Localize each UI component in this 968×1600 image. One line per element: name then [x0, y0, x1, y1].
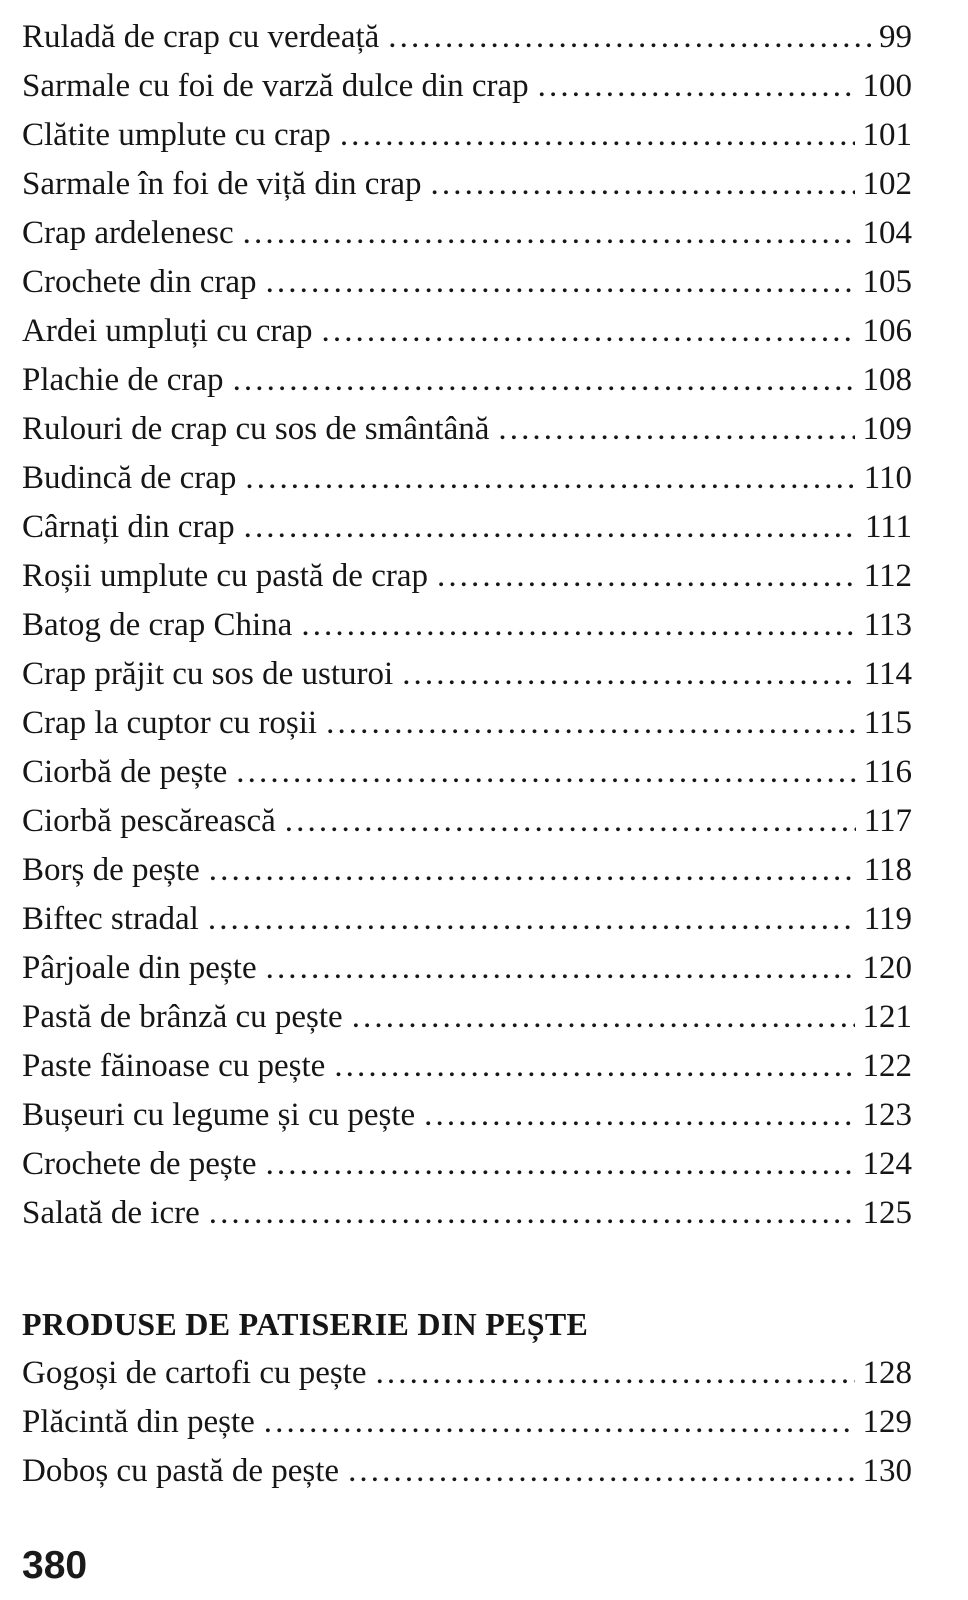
toc-entry-page-number: 102 [862, 166, 912, 202]
toc-entry [22, 993, 912, 1042]
toc-entry [22, 62, 912, 111]
dot-leader [208, 895, 856, 944]
toc-entry [22, 748, 912, 797]
toc-entry-page-number: 119 [863, 901, 912, 937]
toc-entry-page-number: 109 [862, 411, 912, 447]
toc-entry-page-number: 108 [862, 362, 912, 398]
toc-entry-title: Clătite umplute cu crap [22, 117, 331, 153]
dot-leader [233, 356, 855, 405]
dot-leader [352, 993, 855, 1042]
toc-entry-page-number: 100 [862, 68, 912, 104]
toc-entry-title: Ciorbă de pește [22, 754, 228, 790]
dot-leader [245, 454, 855, 503]
toc-entry-page-number: 121 [862, 999, 912, 1035]
dot-leader [424, 1091, 854, 1140]
toc-entry-title: Bușeuri cu legume și cu pește [22, 1097, 416, 1133]
dot-leader [244, 503, 857, 552]
dot-leader [264, 1398, 855, 1447]
toc-entry-page-number: 118 [863, 852, 912, 888]
dot-leader [340, 111, 855, 160]
toc-entry [22, 699, 912, 748]
dot-leader [348, 1447, 854, 1496]
dot-leader [334, 1042, 854, 1091]
toc-entry-title: Crap la cuptor cu roșii [22, 705, 318, 741]
toc-entry-page-number: 124 [862, 1146, 912, 1182]
toc-entry-page-number: 129 [862, 1404, 912, 1440]
toc-entry-title: Crap ardelenesc [22, 215, 234, 251]
toc-entry-page-number: 123 [862, 1097, 912, 1133]
toc-entry [22, 1398, 912, 1447]
toc-entry-title: Ciorbă pescărească [22, 803, 276, 839]
toc-entry-page-number: 120 [862, 950, 912, 986]
toc-entry-title: Roșii umplute cu pastă de crap [22, 558, 428, 594]
toc-entry [22, 846, 912, 895]
dot-leader [209, 1189, 855, 1238]
toc-entry-page-number: 105 [862, 264, 912, 300]
dot-leader [376, 1349, 855, 1398]
dot-leader [243, 209, 855, 258]
dot-leader [301, 601, 855, 650]
toc-entry-title: Budincă de crap [22, 460, 237, 496]
toc-entry-title: Plăcintă din pește [22, 1404, 255, 1440]
toc-entry [22, 258, 912, 307]
dot-leader [437, 552, 856, 601]
toc-entry-page-number: 106 [862, 313, 912, 349]
toc-entry-title: Pastă de brânză cu pește [22, 999, 343, 1035]
toc-entry [22, 1447, 912, 1496]
toc-entry [22, 454, 912, 503]
toc-entry-title: Sarmale cu foi de varză dulce din crap [22, 68, 529, 104]
dot-leader [326, 699, 856, 748]
toc-entry-page-number: 111 [864, 509, 912, 545]
toc-entry-title: Cârnați din crap [22, 509, 235, 545]
section-heading: PRODUSE DE PATISERIE DIN PEȘTE [22, 1306, 589, 1342]
toc-entry-title: Rulouri de crap cu sos de smântână [22, 411, 490, 447]
toc-entry-title: Paste făinoase cu pește [22, 1048, 326, 1084]
dot-leader [236, 748, 855, 797]
toc-entry-title: Crochete din crap [22, 264, 257, 300]
toc-entry-title: Plachie de crap [22, 362, 224, 398]
toc-entry-title: Borș de pește [22, 852, 200, 888]
toc-entry-title: Batog de crap China [22, 607, 293, 643]
toc-entry-page-number: 128 [862, 1355, 912, 1391]
toc-entry-title: Pârjoale din pește [22, 950, 257, 986]
toc-entry [22, 405, 912, 454]
toc-entry [22, 1349, 912, 1398]
toc-entry-page-number: 110 [863, 460, 912, 496]
toc-entry [22, 111, 912, 160]
toc-entry [22, 1140, 912, 1189]
toc-entry [22, 356, 912, 405]
toc-entry [22, 160, 912, 209]
toc-entry-title: Salată de icre [22, 1195, 200, 1231]
toc-entry-page-number: 113 [863, 607, 912, 643]
toc-entry-title: Crochete de pește [22, 1146, 257, 1182]
toc-entry [22, 552, 912, 601]
toc-entry-title: Ardei umpluți cu crap [22, 313, 313, 349]
dot-leader [538, 62, 855, 111]
toc-entry [22, 601, 912, 650]
toc-entry [22, 209, 912, 258]
toc-entry-title: Crap prăjit cu sos de usturoi [22, 656, 394, 692]
dot-leader [285, 797, 856, 846]
toc-entries-list [22, 13, 912, 1238]
toc-entry [22, 13, 912, 62]
toc-entry-title: Biftec stradal [22, 901, 199, 937]
toc-entry-page-number: 130 [862, 1453, 912, 1489]
toc-entry-title: Sarmale în foi de viță din crap [22, 166, 422, 202]
dot-leader [266, 258, 855, 307]
dot-leader [266, 944, 855, 993]
toc-entry-page-number: 117 [863, 803, 912, 839]
toc-entry [22, 797, 912, 846]
dot-leader [431, 160, 855, 209]
toc-entry [22, 503, 912, 552]
toc-section-entries-list [22, 1349, 912, 1496]
toc-entry [22, 1091, 912, 1140]
toc-entry-page-number: 101 [862, 117, 912, 153]
toc-entry [22, 1189, 912, 1238]
toc-entry [22, 307, 912, 356]
toc-entry-page-number: 116 [863, 754, 912, 790]
toc-entry-title: Ruladă de crap cu verdeață [22, 19, 380, 55]
toc-entry [22, 895, 912, 944]
toc-entry-title: Doboș cu pastă de pește [22, 1453, 340, 1489]
dot-leader [388, 13, 871, 62]
toc-entry-page-number: 104 [862, 215, 912, 251]
dot-leader [322, 307, 855, 356]
toc-entry-page-number: 115 [863, 705, 912, 741]
dot-leader [402, 650, 856, 699]
dot-leader [498, 405, 854, 454]
toc-entry-page-number: 112 [863, 558, 912, 594]
toc-entry [22, 944, 912, 993]
toc-entry [22, 1042, 912, 1091]
dot-leader [209, 846, 856, 895]
toc-entry-title: Gogoși de cartofi cu pește [22, 1355, 367, 1391]
toc-entry-page-number: 99 [879, 19, 912, 55]
toc-entry-page-number: 114 [863, 656, 912, 692]
toc-entry [22, 650, 912, 699]
toc-entry-page-number: 122 [862, 1048, 912, 1084]
toc-entry-page-number: 125 [862, 1195, 912, 1231]
dot-leader [266, 1140, 855, 1189]
page-number-folio: 380 [22, 1544, 88, 1587]
